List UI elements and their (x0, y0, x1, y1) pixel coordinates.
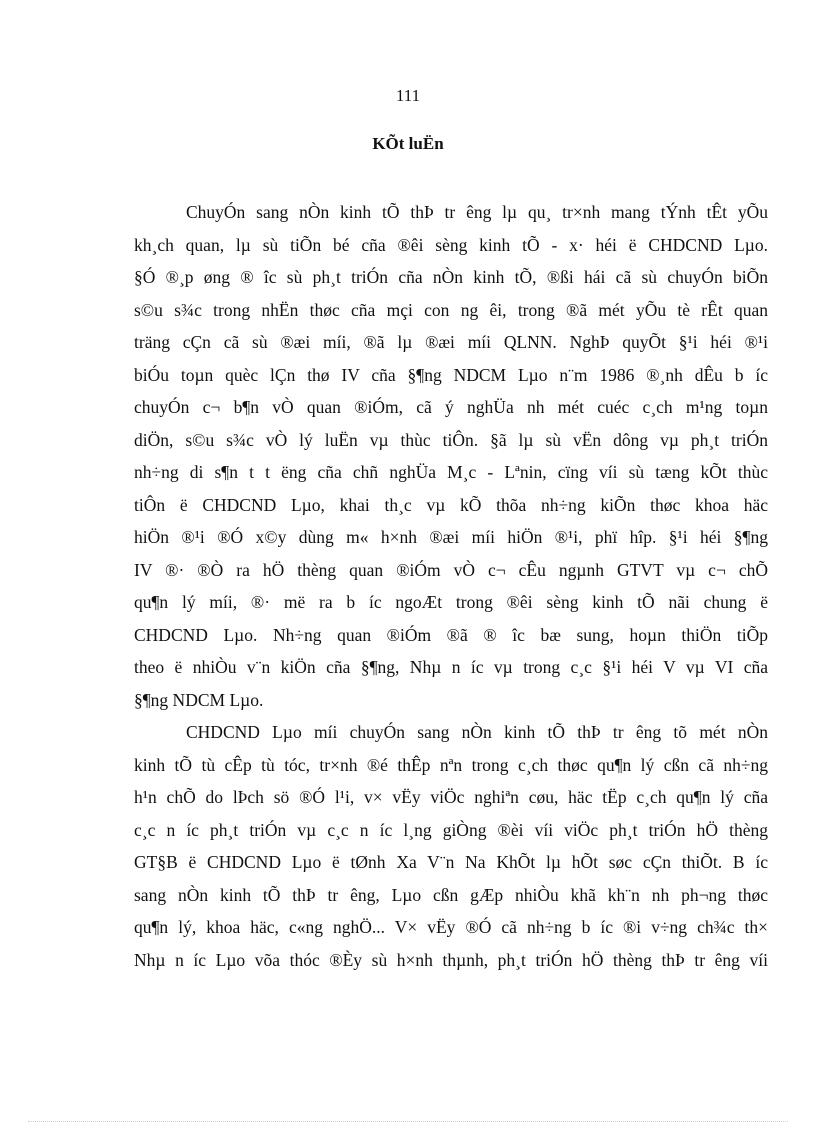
text-line: sang nÒn kinh tÕ thÞ tr êng, Lµo cßn gÆp nhiÒu khã kh¨n nh ph¬ng thøc (134, 884, 768, 905)
text-line: qu¶n lý, khoa häc, c«ng nghÖ... V× vËy ®Ó cã nh÷ng b íc ®i v÷ng ch¾c th× (134, 917, 768, 937)
text-line: diÖn, s©u s¾c vÒ lý luËn vµ thùc tiÔn. §ã lµ sù vËn dông vµ ph¸t triÓn (134, 429, 768, 450)
text-line: GT§B ë CHDCND Lµo ë tØnh Xa V¨n Na KhÕt lµ hÕt søc cÇn thiÕt. B íc (134, 852, 768, 872)
text-line: h¹n chÕ do lÞch sö ®Ó l¹i, v× vËy viÖc nghiªn cøu, häc tËp c¸ch qu¶n lý cña (134, 787, 768, 807)
text-line: kinh tÕ tù cÊp tù tóc, tr×nh ®é thÊp nªn trong c¸ch thøc qu¶n lý cßn cã nh÷ng (134, 754, 768, 775)
text-line: tiÔn ë CHDCND Lµo, khai th¸c vµ kÕ thõa nh÷ng kiÕn thøc khoa häc (134, 494, 768, 515)
body-text (134, 196, 768, 976)
section-title: KÕt luËn (372, 134, 444, 153)
text-line: s©u s¾c trong nhËn thøc cña mçi con ng êi, trong ®ã mét yÕu tè rÊt quan (134, 299, 768, 320)
text-line: träng cÇn cã sù ®æi míi, ®ã lµ ®æi míi QLNN. NghÞ quyÕt §¹i héi ®¹i (134, 332, 768, 352)
text-line: CHDCND Lµo. Nh÷ng quan ®iÓm ®ã ® îc bæ sung, hoµn thiÖn tiÕp (134, 624, 768, 645)
text-line: nh÷ng di s¶n t t ëng cña chñ nghÜa M¸c - Lªnin, cïng víi sù tæng kÕt thùc (134, 462, 768, 482)
text-line: biÓu toµn quèc lÇn thø IV cña §¶ng NDCM Lµo n¨m 1986 ®¸nh dÊu b íc (134, 364, 768, 385)
text-line: CHDCND Lµo míi chuyÓn sang nÒn kinh tÕ thÞ tr êng tõ mét nÒn (186, 722, 768, 742)
text-line: IV ®· ®Ò ra hÖ thèng quan ®iÓm vÒ c¬ cÊu ngµnh GTVT vµ c¬ chÕ (134, 559, 768, 580)
page-number: 111 (395, 86, 421, 105)
text-line: chuyÓn c¬ b¶n vÒ quan ®iÓm, cã ý nghÜa nh mét cuéc c¸ch m¹ng toµn (134, 397, 768, 417)
text-line: §Ó ®¸p øng ® îc sù ph¸t triÓn cña nÒn kinh tÕ, ®ßi hái cã sù chuyÓn biÕn (134, 267, 768, 287)
text-line: c¸c n íc ph¸t triÓn vµ c¸c n íc l¸ng giÒng ®èi víi viÖc ph¸t triÓn hÖ thèng (134, 819, 768, 840)
text-line: ChuyÓn sang nÒn kinh tÕ thÞ tr êng lµ qu¸ tr×nh mang tÝnh tÊt yÕu (186, 202, 768, 222)
text-line: theo ë nhiÒu v¨n kiÖn cña §¶ng, Nhµ n íc vµ trong c¸c §¹i héi V vµ VI cña (134, 657, 768, 677)
text-line: qu¶n lý míi, ®· më ra b íc ngoÆt trong ®êi sèng kinh tÕ nãi chung ë (134, 592, 768, 612)
text-line: Nhµ n íc Lµo võa thóc ®Èy sù h×nh thµnh, ph¸t triÓn hÖ thèng thÞ tr êng víi (134, 949, 768, 970)
paragraph-1 (134, 196, 768, 716)
text-line: hiÖn ®¹i ®Ó x©y dùng m« h×nh ®æi míi hiÖn ®¹i, phï hîp. §¹i héi §¶ng (134, 527, 768, 547)
text-line: kh¸ch quan, lµ sù tiÕn bé cña ®êi sèng kinh tÕ - x· héi ë CHDCND Lµo. (134, 234, 768, 255)
page-bottom-rule (28, 1121, 788, 1122)
text-line: §¶ng NDCM Lµo. (134, 689, 264, 710)
paragraph-2 (134, 716, 768, 976)
